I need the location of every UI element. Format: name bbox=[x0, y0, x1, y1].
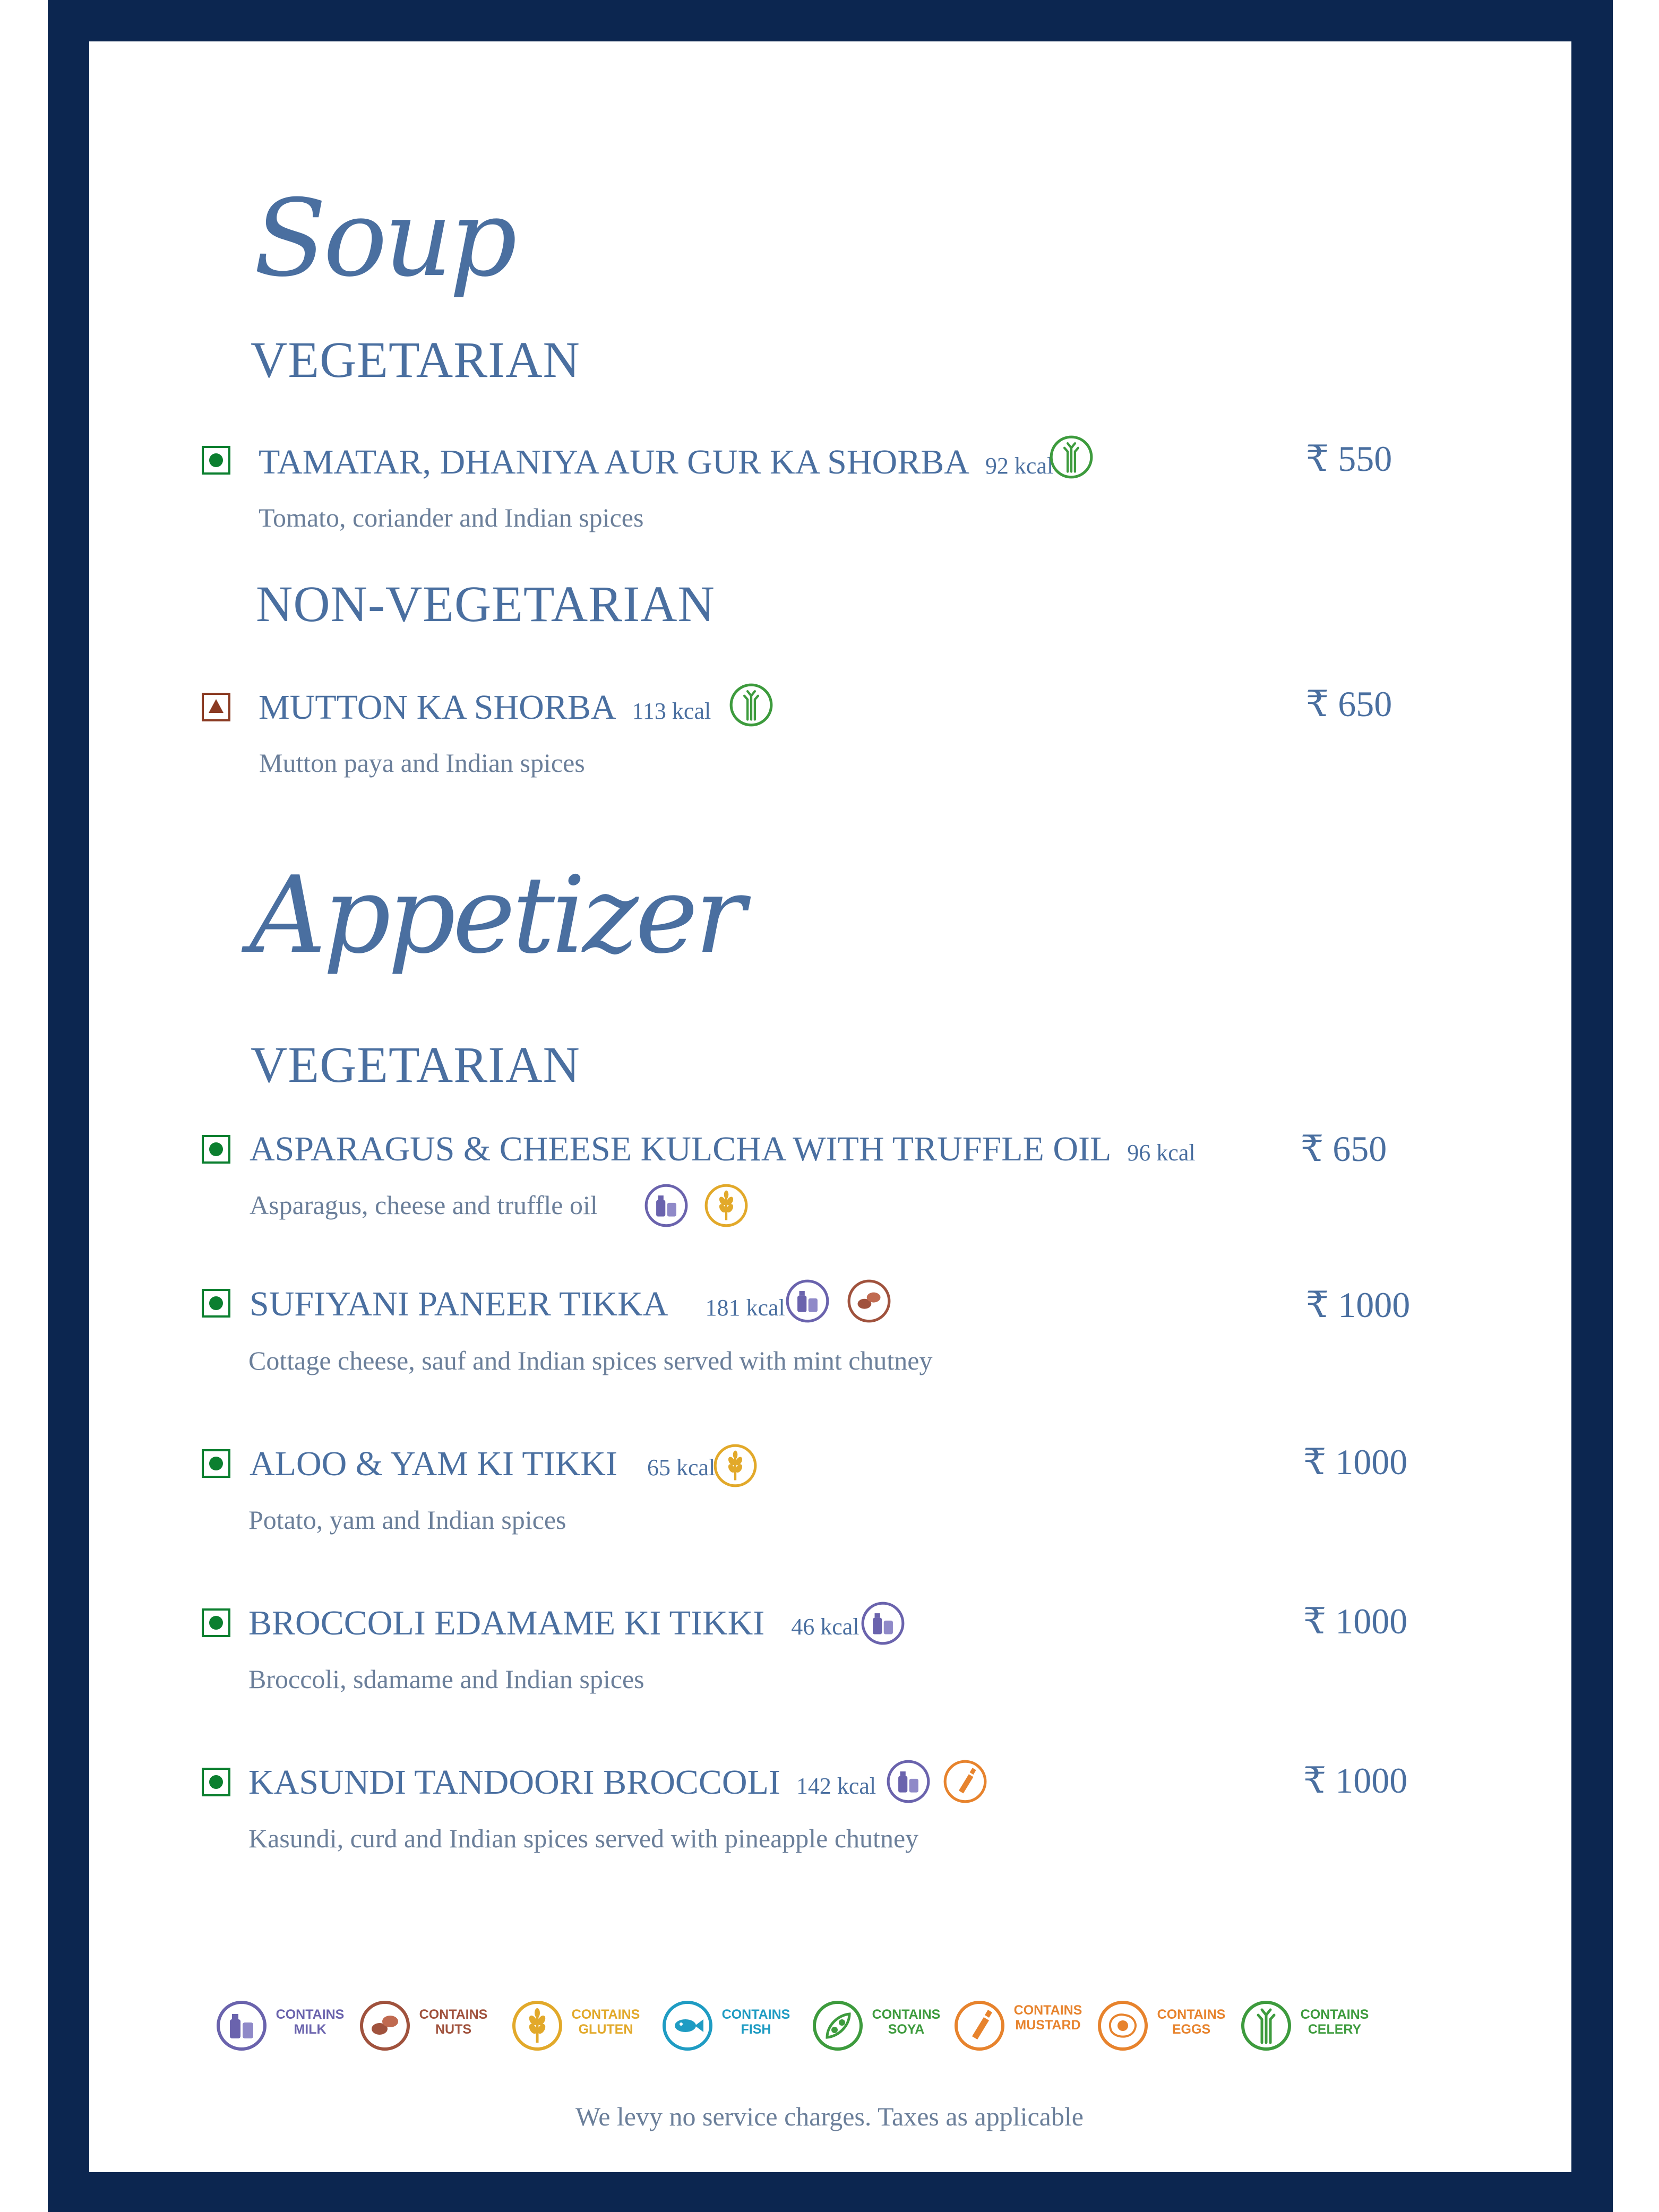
menu-item-name: KASUNDI TANDOORI BROCCOLI 142 kcal bbox=[248, 1763, 876, 1802]
appetizer-section-title: Appetizer bbox=[250, 854, 743, 977]
menu-item-kcal: 96 kcal bbox=[1127, 1140, 1196, 1166]
mustard-icon bbox=[953, 1999, 1006, 2052]
legend-label: EGGS bbox=[1172, 2021, 1211, 2037]
page-border-bottom bbox=[48, 2172, 1613, 2212]
veg-mark-icon bbox=[202, 1768, 230, 1796]
mustard-icon bbox=[942, 1759, 988, 1804]
legend-celery bbox=[1240, 1996, 1378, 2054]
menu-item-price: ₹ 650 bbox=[1301, 1129, 1387, 1169]
page-border-right bbox=[1571, 0, 1613, 2212]
menu-item-kcal: 113 kcal bbox=[632, 698, 711, 724]
milk-icon bbox=[860, 1600, 906, 1646]
legend-mustard bbox=[953, 1996, 1091, 2054]
gluten-icon bbox=[511, 1999, 564, 2052]
menu-item-kcal: 65 kcal bbox=[647, 1454, 716, 1481]
milk-icon bbox=[215, 1999, 268, 2052]
menu-item-name: ALOO & YAM KI TIKKI 65 kcal bbox=[250, 1444, 716, 1483]
legend-eggs bbox=[1096, 1996, 1234, 2054]
legend-nuts bbox=[358, 1996, 496, 2054]
legend-label: CONTAINS bbox=[419, 2007, 488, 2022]
page-border-left bbox=[48, 0, 89, 2212]
menu-item-price: ₹ 1000 bbox=[1303, 1601, 1408, 1641]
soup-nonveg-heading: NON-VEGETARIAN bbox=[256, 575, 715, 632]
footer-note: We levy no service charges. Taxes as applicable bbox=[575, 2102, 1084, 2131]
legend-label: CONTAINS bbox=[1300, 2007, 1369, 2022]
legend-label: SOYA bbox=[888, 2021, 925, 2037]
menu-item-kcal: 181 kcal bbox=[705, 1295, 785, 1321]
legend-fish bbox=[661, 1996, 799, 2054]
legend-gluten bbox=[511, 1996, 649, 2054]
menu-item-name: SUFIYANI PANEER TIKKA 181 kcal bbox=[250, 1285, 785, 1323]
nuts-icon bbox=[358, 1999, 411, 2052]
appetizer-veg-heading: VEGETARIAN bbox=[251, 1036, 580, 1093]
menu-item-description: Potato, yam and Indian spices bbox=[248, 1505, 566, 1535]
soup-veg-heading: VEGETARIAN bbox=[251, 331, 580, 388]
menu-item-price: ₹ 1000 bbox=[1303, 1760, 1408, 1801]
legend-label: CONTAINS bbox=[872, 2007, 941, 2022]
legend-label: FISH bbox=[741, 2021, 771, 2037]
menu-item-price: ₹ 1000 bbox=[1303, 1442, 1408, 1482]
legend-label: CONTAINS bbox=[276, 2007, 345, 2022]
menu-item-name: MUTTON KA SHORBA 113 kcal bbox=[259, 688, 711, 727]
menu-item-price: ₹ 650 bbox=[1306, 684, 1392, 724]
legend-label: MILK bbox=[294, 2021, 326, 2037]
legend-label: CONTAINS bbox=[571, 2007, 640, 2022]
veg-mark-icon bbox=[202, 446, 230, 475]
menu-item-description: Tomato, coriander and Indian spices bbox=[259, 503, 644, 532]
legend-label: CELERY bbox=[1308, 2021, 1362, 2037]
menu-item-kcal: 46 kcal bbox=[791, 1614, 859, 1640]
eggs-icon bbox=[1096, 1999, 1149, 2052]
fish-icon bbox=[661, 1999, 714, 2052]
milk-icon bbox=[785, 1278, 830, 1324]
gluten-icon bbox=[703, 1183, 749, 1228]
legend-label: MUSTARD bbox=[1015, 2017, 1081, 2033]
nonveg-mark-icon bbox=[202, 693, 230, 721]
soya-icon bbox=[811, 1999, 864, 2052]
menu-item-name: ASPARAGUS & CHEESE KULCHA WITH TRUFFLE OIL 96 kcal bbox=[250, 1130, 1196, 1168]
menu-item-kcal: 142 kcal bbox=[796, 1773, 876, 1799]
legend-soya bbox=[811, 1996, 949, 2054]
milk-icon bbox=[643, 1183, 689, 1228]
milk-icon bbox=[886, 1759, 931, 1804]
veg-mark-icon bbox=[202, 1608, 230, 1637]
celery-icon bbox=[728, 682, 774, 728]
nuts-icon bbox=[846, 1278, 892, 1324]
veg-mark-icon bbox=[202, 1289, 230, 1318]
legend-label: GLUTEN bbox=[578, 2021, 633, 2037]
menu-item-name: TAMATAR, DHANIYA AUR GUR KA SHORBA 92 kcal bbox=[259, 443, 1054, 481]
legend-label: NUTS bbox=[435, 2021, 472, 2037]
legend-milk bbox=[215, 1996, 353, 2054]
celery-icon bbox=[1048, 434, 1094, 480]
menu-item-description: Kasundi, curd and Indian spices served with pineapple chutney bbox=[248, 1823, 919, 1853]
legend-label: CONTAINS bbox=[1157, 2007, 1226, 2022]
legend-label: CONTAINS bbox=[721, 2007, 790, 2022]
veg-mark-icon bbox=[202, 1449, 230, 1478]
menu-item-description: Cottage cheese, sauf and Indian spices served with mint chutney bbox=[248, 1346, 933, 1375]
menu-item-kcal: 92 kcal bbox=[985, 453, 1054, 479]
menu-item-description: Asparagus, cheese and truffle oil bbox=[250, 1190, 598, 1220]
soup-section-title: Soup bbox=[254, 177, 514, 300]
gluten-icon bbox=[712, 1443, 758, 1488]
menu-item-price: ₹ 550 bbox=[1306, 438, 1392, 479]
page-border-top bbox=[48, 0, 1613, 41]
menu-item-description: Mutton paya and Indian spices bbox=[259, 748, 585, 778]
menu-item-name: BROCCOLI EDAMAME KI TIKKI 46 kcal bbox=[248, 1604, 859, 1642]
menu-item-price: ₹ 1000 bbox=[1306, 1285, 1411, 1325]
legend-label: CONTAINS bbox=[1013, 2003, 1082, 2018]
celery-icon bbox=[1240, 1999, 1293, 2052]
veg-mark-icon bbox=[202, 1135, 230, 1164]
menu-item-description: Broccoli, sdamame and Indian spices bbox=[248, 1664, 644, 1694]
